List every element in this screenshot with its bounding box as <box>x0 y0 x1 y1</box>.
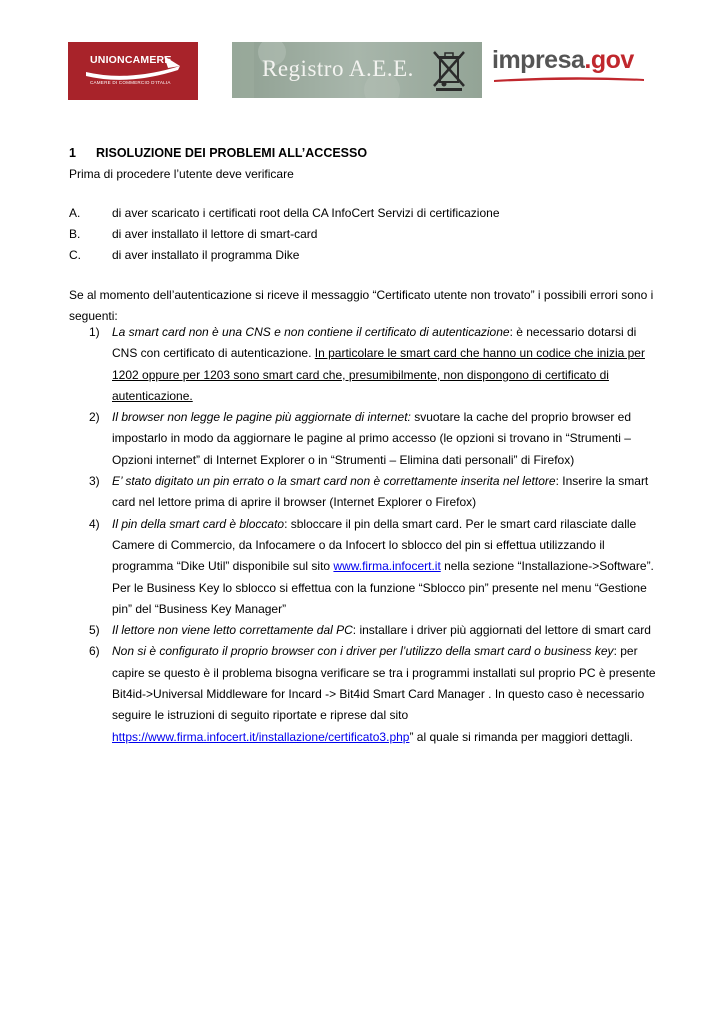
error-text: : Inserire la smart card nel lettore prima di aprire il browser (Internet Explorer o Firefox) <box>112 474 649 510</box>
list-item <box>69 641 661 747</box>
list-number: 1) <box>89 325 100 339</box>
infocert-link[interactable]: www.firma.infocert.it <box>333 559 441 574</box>
section-heading <box>69 146 367 160</box>
checklist-text: di aver scaricato i certificati root della CA InfoCert Servizi di certificazione <box>112 206 500 220</box>
unioncamere-arc-icon <box>68 42 198 100</box>
error-text: : sbloccare il pin della smart card. Per le smart card rilasciate dalle Camere di Commercio, da Infocamere o da Infocert lo sblocco del pin si effettua utilizzando il programma “Dike Util” disponibile sul sito <box>112 516 637 574</box>
list-item <box>69 514 661 620</box>
error-title: Non si è configurato il proprio browser con i driver per l’utilizzo della smart card o business key <box>112 644 614 659</box>
impresa-gov-word: gov <box>590 46 634 74</box>
impresa-swoosh-icon <box>494 76 644 82</box>
unioncamere-title: UNIONCAMERE <box>90 54 172 66</box>
error-title: Il browser non legge le pagine più aggiornate di internet: <box>112 410 411 425</box>
list-item <box>69 407 661 471</box>
certificato-link[interactable]: https://www.firma.infocert.it/installazione/certificato3.php <box>112 729 410 744</box>
error-title: Il pin della smart card è bloccato <box>112 516 285 531</box>
errors-list <box>69 322 661 748</box>
list-number: 6) <box>89 644 100 659</box>
section-title: RISOLUZIONE DEI PROBLEMI ALL’ACCESSO <box>96 146 368 160</box>
error-text-after: nella sezione “Installazione->Software”. Per le Business Key lo sblocco si effettua con la funzione “Sblocco pin” presente nel menu “Gestione pin” del “Business Key Manager” <box>112 559 654 616</box>
section-intro: Prima di procedere l’utente deve verificare <box>69 167 294 181</box>
checklist-text: di aver installato il programma Dike <box>112 248 300 262</box>
registro-title: Registro A.E.E. <box>262 56 414 81</box>
impresa-dot: . <box>584 46 591 74</box>
crossed-bin-icon <box>432 48 466 92</box>
checklist-letter: C. <box>69 248 81 262</box>
list-number: 2) <box>89 410 100 425</box>
unioncamere-subtitle: CAMERE DI COMMERCIO D'ITALIA <box>90 80 171 85</box>
error-text-after: ” al quale si rimanda per maggiori dettagli. <box>409 729 633 744</box>
impresa-gov-logo <box>492 46 662 76</box>
error-text: : installare i driver più aggiornati del lettore di smart card <box>352 623 651 638</box>
checklist-item <box>69 206 500 220</box>
list-item <box>69 471 661 514</box>
error-title: La smart card non è una CNS e non contiene il certificato di autenticazione <box>112 325 510 339</box>
list-item <box>69 322 661 407</box>
error-text: : è necessario dotarsi di CNS con certificato di autenticazione. <box>112 325 637 361</box>
registro-aee-logo <box>232 42 482 98</box>
checklist-letter: B. <box>69 227 81 241</box>
checklist-item <box>69 227 317 241</box>
list-number: 4) <box>89 516 100 531</box>
list-number: 3) <box>89 474 100 489</box>
errors-intro: Se al momento dell’autenticazione si riceve il messaggio “Certificato utente non trovato” i possibili errori sono i seguenti: <box>69 288 654 324</box>
checklist-text: di aver installato il lettore di smart-card <box>112 227 318 241</box>
checklist-letter: A. <box>69 206 81 220</box>
header-logos <box>68 40 660 100</box>
list-number: 5) <box>89 623 100 638</box>
section-number: 1 <box>69 146 76 160</box>
list-item <box>69 620 661 641</box>
error-text: svuotare la cache del proprio browser ed impostarlo in modo da aggiornare le pagine al primo accesso (le opzioni si trovano in “Strumenti – Opzioni internet” di Internet Explorer o in “Strumenti – Elimina dati personali” di Firefox) <box>112 410 631 467</box>
unioncamere-logo <box>68 42 198 100</box>
impresa-word: impresa <box>492 46 585 74</box>
checklist-item <box>69 248 299 262</box>
error-text: : per capire se questo è il problema bisogna verificare se tra i programmi installati sul proprio PC è presente Bit4id->Universal Middleware for Incard -> Bit4id Smart Card Manager . In questo caso è necessario seguire le istruzioni di seguito riportate e riprese dal sito <box>112 644 656 723</box>
error-title: E’ stato digitato un pin errato o la smart card non è correttamente inserita nel lettore <box>112 474 556 489</box>
error-underlined-note: In particolare le smart card che hanno un codice che inizia per 1202 oppure per 1203 sono smart card che, presumibilmente, non dispongono di certificato di autenticazione. <box>112 346 645 403</box>
error-title: Il lettore non viene letto correttamente dal PC <box>112 623 353 638</box>
